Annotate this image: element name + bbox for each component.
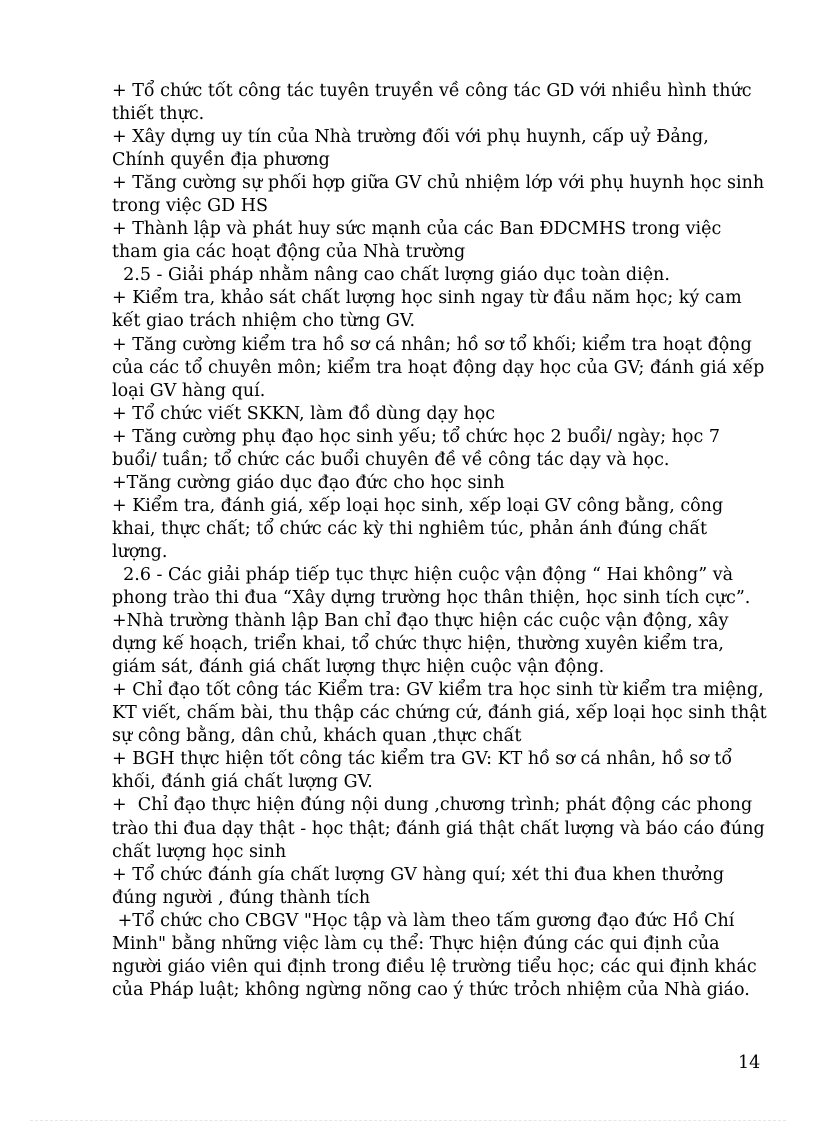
paragraph-skkn: + Tổ chức viết SKKN, làm đồ dùng dạy học (112, 403, 496, 424)
paragraph-parent-coordination: + Tăng cường sự phối hợp giữa GV chủ nhiệm lớp với phụ huynh học sinh trong việc GD HS (112, 173, 765, 217)
paragraph-curriculum: + Chỉ đạo thực hiện đúng nội dung ,chương trình; phát động các phong trào thi đua dạy thật - học thật; đánh giá thật chất lượng và báo cáo đúng chất lượng học sinh (112, 795, 771, 862)
paragraph-teacher-evaluation: + Tổ chức đánh gía chất lượng GV hàng quí; xét thi đua khen thưởng đúng người , đúng thành tích (112, 864, 725, 908)
page-number: 14 (738, 1053, 761, 1073)
section-heading-2-5: 2.5 - Giải pháp nhằm nâng cao chất lượng giáo dục toàn diện. (112, 265, 670, 286)
page-body (112, 80, 771, 1002)
paragraph-evaluation: + Kiểm tra, đánh giá, xếp loại học sinh, xếp loại GV công bằng, công khai, thực chất; tổ chức các kỳ thi nghiêm túc, phản ánh đúng chất lượng. (112, 495, 724, 562)
paragraph-survey: + Kiểm tra, khảo sát chất lượng học sinh ngay từ đầu năm học; ký cam kết giao trách nhiệm cho từng GV. (112, 288, 742, 332)
paragraph-parent-board: + Thành lập và phát huy sức mạnh của các Ban ĐDCMHS trong việc tham gia các hoạt động của Nhà trường (112, 219, 722, 263)
paragraph-tutoring: + Tăng cường phụ đạo học sinh yếu; tổ chức học 2 buổi/ ngày; học 7 buổi/ tuần; tổ chức các buổi chuyên đề về công tác dạy và học. (112, 426, 720, 470)
paragraph-ho-chi-minh: +Tổ chức cho CBGV "Học tập và làm theo tấm gương đạo đức Hồ Chí Minh" bằng những việc làm cụ thể: Thực hiện đúng các qui định của người giáo viên qui định trong điều lệ trường tiểu học; các qui định khác của Pháp luật; không ngừng nõng cao ý thức trỏch nhiệm của Nhà giáo. (112, 910, 763, 1000)
paragraph-teacher-inspection: + BGH thực hiện tốt công tác kiểm tra GV: KT hồ sơ cá nhân, hồ sơ tổ khối, đánh giá chất lượng GV. (112, 749, 733, 793)
paragraph-ethics: +Tăng cường giáo dục đạo đức cho học sinh (112, 472, 505, 493)
paragraph-assessment-direction: + Chỉ đạo tốt công tác Kiểm tra: GV kiểm tra học sinh từ kiểm tra miệng, KT viết, chấm bài, thu thập các chứng cứ, đánh giá, xếp loại học sinh thật sự công bằng, dân chủ, khách quan ,thực chất (112, 680, 767, 747)
section-heading-2-6: 2.6 - Các giải pháp tiếp tục thực hiện cuộc vận động “ Hai không” và phong trào thi đua “Xây dựng trường học thân thiện, học sinh tích cực”. (112, 564, 751, 609)
paragraph-inspection: + Tăng cường kiểm tra hồ sơ cá nhân; hồ sơ tổ khối; kiểm tra hoạt động của các tổ chuyên môn; kiểm tra hoạt động dạy học của GV; đánh giá xếp loại GV hàng quí. (112, 334, 765, 401)
paragraph-school-reputation: + Xây dựng uy tín của Nhà trường đối với phụ huynh, cấp uỷ Đảng, Chính quyền địa phương (112, 127, 709, 171)
page-bottom-divider (30, 1120, 786, 1121)
paragraph-communication: + Tổ chức tốt công tác tuyên truyền về công tác GD với nhiều hình thức thiết thực. (112, 81, 752, 125)
paragraph-steering-board: +Nhà trường thành lập Ban chỉ đạo thực hiện các cuộc vận động, xây dựng kế hoạch, triển khai, tổ chức thực hiện, thường xuyên kiểm tra, giám sát, đánh giá chất lượng thực hiện cuộc vận động. (112, 611, 729, 678)
